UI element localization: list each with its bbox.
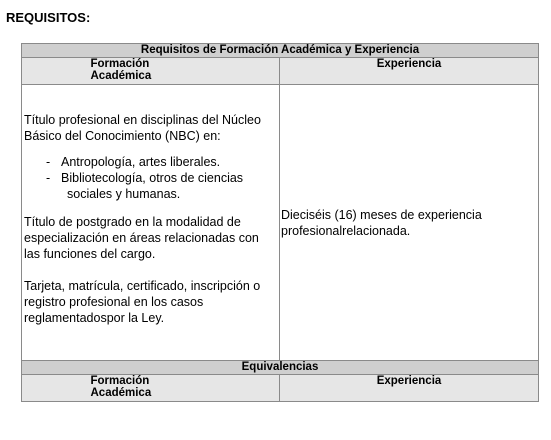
equiv-col-header-experiencia: Experiencia bbox=[280, 375, 539, 402]
list-item bbox=[24, 170, 279, 202]
formacion-cell bbox=[22, 85, 280, 361]
nbc-list bbox=[24, 154, 279, 202]
col-header-formacion-line1: Formación bbox=[90, 58, 150, 70]
list-item bbox=[24, 154, 279, 170]
postgrado-line2: especialización en áreas relacionadas con bbox=[24, 231, 259, 245]
experiencia-cell bbox=[280, 85, 539, 361]
intro-line2: Básico del Conocimiento (NBC) en: bbox=[24, 129, 221, 143]
item2-line1: Bibliotecología, otros de ciencias bbox=[61, 171, 244, 185]
tarjeta-text bbox=[24, 278, 279, 326]
tarjeta-line1: Tarjeta, matrícula, certificado, inscripción o bbox=[24, 279, 261, 293]
requisitos-heading: REQUISITOS: bbox=[6, 10, 91, 25]
experiencia-line2: profesionalrelacionada. bbox=[281, 223, 411, 238]
titulo-profesional-text bbox=[24, 112, 279, 144]
requisitos-table bbox=[21, 43, 539, 402]
col-header-experiencia: Experiencia bbox=[280, 58, 539, 85]
equiv-formacion-line1: Formación bbox=[90, 375, 150, 387]
postgrado-line1: Título de postgrado en la modalidad de bbox=[24, 215, 241, 229]
item2-line2: sociales y humanas. bbox=[67, 187, 181, 201]
equivalencias-title: Equivalencias bbox=[22, 361, 539, 375]
equiv-col-header-formacion bbox=[22, 375, 280, 402]
section-title: Requisitos de Formación Académica y Experiencia bbox=[22, 44, 539, 58]
experiencia-line1: Dieciséis (16) meses de experiencia bbox=[281, 207, 482, 222]
equiv-formacion-line2: Académica bbox=[90, 387, 152, 399]
postgrado-line3: las funciones del cargo. bbox=[24, 247, 156, 261]
intro-line1: Título profesional en disciplinas del Núcleo bbox=[24, 113, 261, 127]
col-header-formacion-line2: Académica bbox=[90, 70, 152, 82]
tarjeta-line2: registro profesional en los casos bbox=[24, 295, 204, 309]
postgrado-text bbox=[24, 214, 279, 262]
col-header-formacion bbox=[22, 58, 280, 85]
tarjeta-line3: reglamentadospor la Ley. bbox=[24, 311, 165, 325]
item1-text: Antropología, artes liberales. bbox=[61, 155, 221, 169]
